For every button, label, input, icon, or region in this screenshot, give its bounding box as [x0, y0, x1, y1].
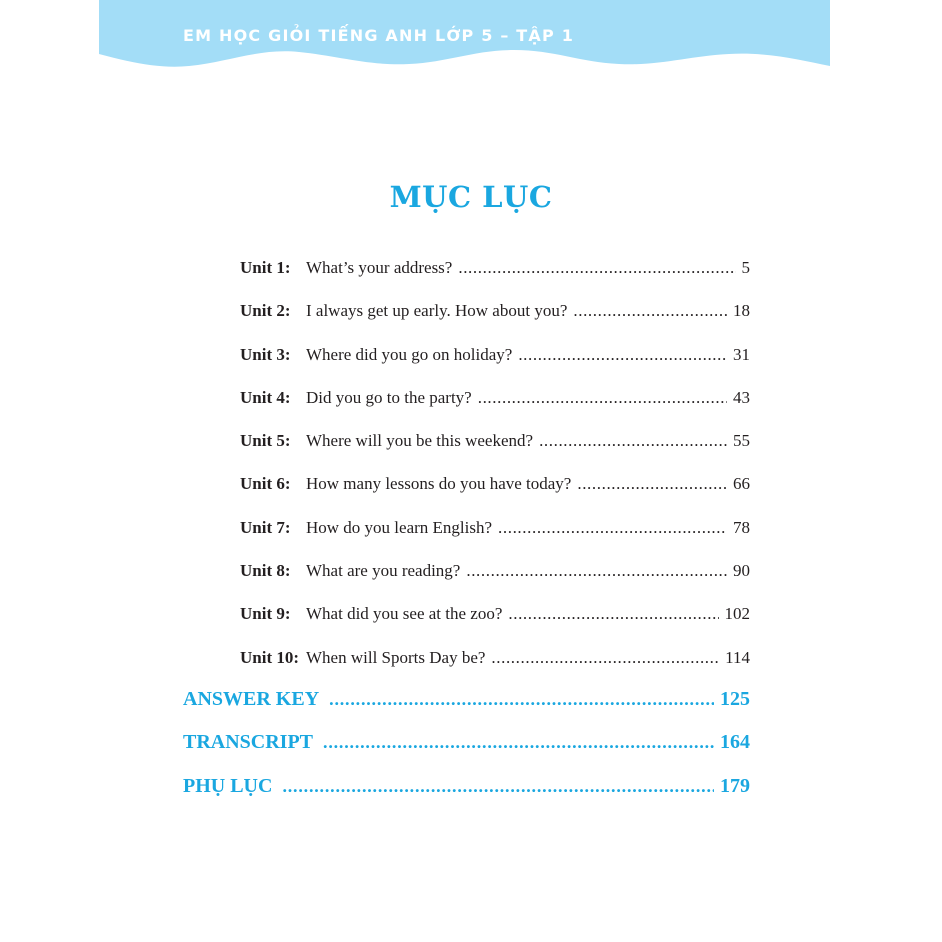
page-number: 5: [741, 258, 750, 277]
dot-leader: [491, 648, 719, 668]
page-title: MỤC LỤC: [389, 180, 553, 214]
page-number: 179: [720, 774, 750, 797]
dot-leader: [539, 431, 727, 451]
toc-row-unit-2[interactable]: [240, 301, 750, 344]
header-title: EM HỌC GIỎI TIẾNG ANH LỚP 5 – TẬP 1: [183, 26, 575, 45]
page-number: 78: [733, 517, 750, 537]
unit-title: What’s your address?: [306, 258, 453, 277]
dot-leader: [458, 258, 735, 278]
page-number: 125: [720, 688, 750, 710]
toc-row-transcript[interactable]: [183, 731, 750, 774]
unit-label: Unit 2:: [240, 301, 291, 321]
unit-label: Unit 8:: [240, 561, 291, 581]
unit-label: Unit 6:: [240, 474, 291, 494]
dot-leader: [329, 689, 714, 710]
page-number: 66: [733, 474, 750, 494]
unit-title: What did you see at the zoo?: [306, 604, 503, 624]
toc-row-unit-6[interactable]: [240, 474, 750, 517]
unit-title: Where did you go on holiday?: [306, 344, 513, 364]
section-list: [183, 688, 750, 818]
dot-leader: [466, 561, 727, 581]
unit-title: How do you learn English?: [306, 517, 493, 537]
toc-row-unit-10[interactable]: [240, 648, 750, 691]
toc-row-unit-4[interactable]: [240, 388, 750, 431]
unit-label: Unit 1:: [240, 258, 291, 277]
toc-row-unit-1[interactable]: [240, 258, 750, 301]
section-label: PHỤ LỤC: [183, 774, 273, 797]
unit-label: Unit 9:: [240, 604, 291, 624]
toc-row-unit-8[interactable]: [240, 561, 750, 604]
dot-leader: [508, 604, 718, 624]
page-number: 164: [720, 731, 750, 754]
unit-label: Unit 5:: [240, 431, 291, 451]
dot-leader: [577, 474, 727, 494]
dot-leader: [498, 518, 727, 538]
toc-row-unit-5[interactable]: [240, 431, 750, 474]
page-number: 18: [733, 301, 750, 321]
unit-label: Unit 10:: [240, 647, 300, 667]
unit-label: Unit 4:: [240, 387, 291, 407]
dot-leader: [478, 388, 727, 408]
toc-row-phu-luc[interactable]: [183, 775, 750, 818]
dot-leader: [573, 301, 727, 321]
page-number: 55: [733, 431, 750, 451]
dot-leader: [518, 345, 727, 365]
section-label: TRANSCRIPT: [183, 731, 314, 754]
unit-title: When will Sports Day be?: [306, 647, 486, 667]
dot-leader: [323, 732, 714, 753]
dot-leader: [282, 776, 714, 797]
unit-title: What are you reading?: [306, 561, 461, 581]
unit-title: Where will you be this weekend?: [306, 431, 534, 451]
toc-row-unit-3[interactable]: [240, 345, 750, 388]
page-number: 114: [725, 647, 750, 667]
page-number: 102: [724, 604, 750, 624]
toc-row-unit-9[interactable]: [240, 604, 750, 647]
unit-label: Unit 3:: [240, 344, 291, 364]
unit-title: How many lessons do you have today?: [306, 474, 572, 494]
unit-title: I always get up early. How about you?: [306, 301, 568, 321]
toc-row-answer-key[interactable]: [183, 688, 750, 731]
page-number: 31: [733, 344, 750, 364]
unit-list: [240, 258, 750, 691]
page-number: 90: [733, 561, 750, 581]
toc-row-unit-7[interactable]: [240, 518, 750, 561]
unit-label: Unit 7:: [240, 517, 291, 537]
unit-title: Did you go to the party?: [306, 387, 472, 407]
page-number: 43: [733, 387, 750, 407]
section-label: ANSWER KEY: [183, 688, 320, 710]
